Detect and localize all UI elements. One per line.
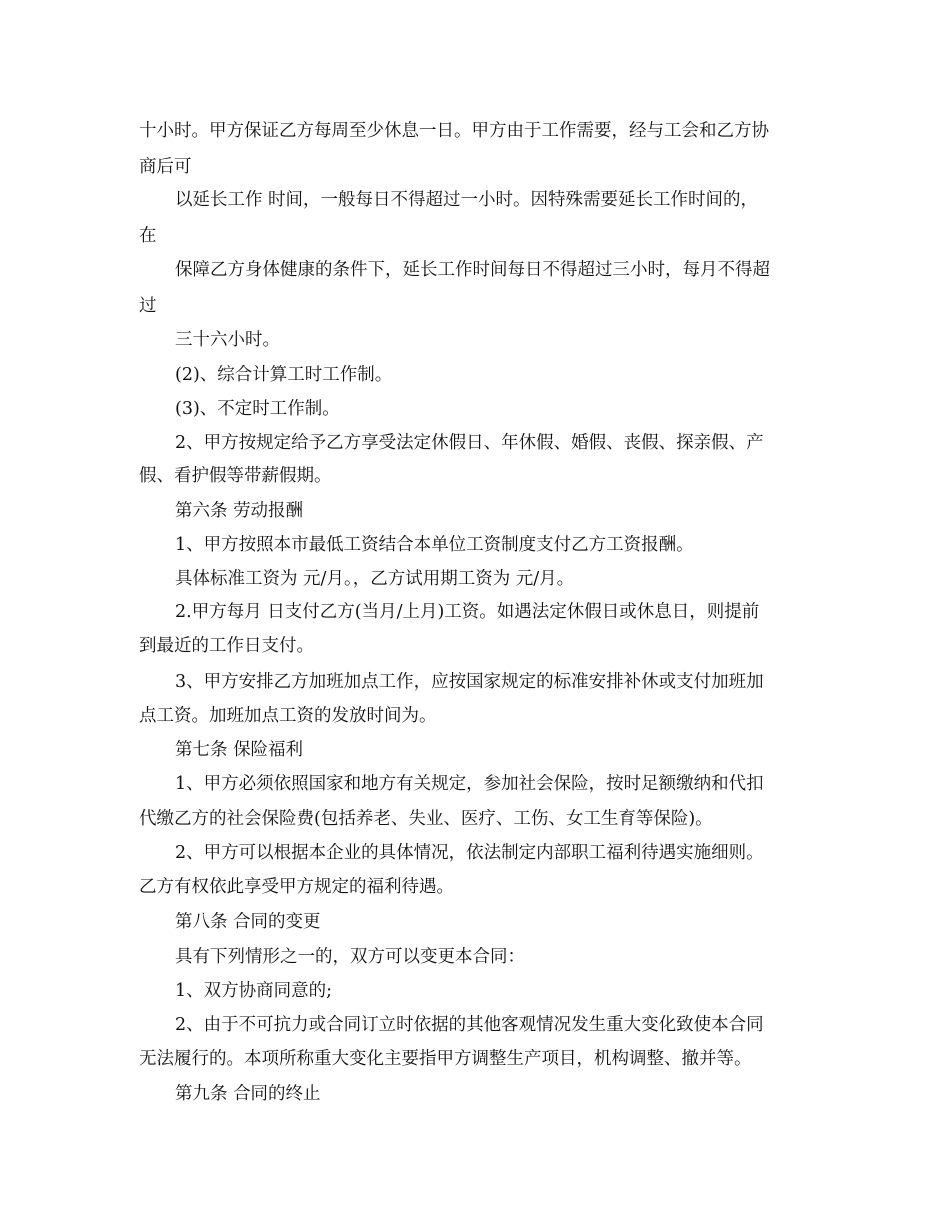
text-line: 过 <box>139 296 157 316</box>
text-line: 1、双方协商同意的; <box>175 981 333 1001</box>
text-line: 2、由于不可抗力或合同订立时依据的其他客观情况发生重大变化致使本合同 <box>175 1015 764 1035</box>
section-heading: 第六条 劳动报酬 <box>175 501 304 521</box>
text-line: 2、甲方按规定给予乙方享受法定休假日、年休假、婚假、丧假、探亲假、产 <box>175 433 764 453</box>
text-line: 无法履行的。本项所称重大变化主要指甲方调整生产项目，机构调整、撤并等。 <box>139 1049 752 1069</box>
text-line: 1、甲方按照本市最低工资结合本单位工资制度支付乙方工资报酬。 <box>175 535 694 555</box>
text-line: 2.甲方每月 日支付乙方(当月/上月)工资。如遇法定休假日或休息日，则提前 <box>175 602 760 622</box>
text-line: 在 <box>139 226 157 246</box>
text-line: 商后可 <box>139 157 192 177</box>
text-line: 十小时。甲方保证乙方每周至少休息一日。甲方由于工作需要，经与工会和乙方协 <box>139 121 769 141</box>
section-heading: 第九条 合同的终止 <box>175 1084 321 1104</box>
text-line: 保障乙方身体健康的条件下，延长工作时间每日不得超过三小时，每月不得超 <box>175 260 770 280</box>
text-line: 以延长工作 时间，一般每日不得超过一小时。因特殊需要延长工作时间的， <box>175 190 759 210</box>
text-line: 具体标准工资为 元/月。，乙方试用期工资为 元/月。 <box>175 569 575 589</box>
text-line: 三十六小时。 <box>175 330 280 350</box>
section-heading: 第七条 保险福利 <box>175 740 304 760</box>
text-line: 3、甲方安排乙方加班加点工作，应按国家规定的标准安排补休或支付加班加 <box>175 672 764 692</box>
text-line: 假、看护假等带薪假期。 <box>139 466 332 486</box>
text-line: 代缴乙方的社会保险费(包括养老、失业、医疗、工伤、女工生育等保险)。 <box>139 809 713 829</box>
section-heading: 第八条 合同的变更 <box>175 912 321 932</box>
text-line: 2、甲方可以根据本企业的具体情况，依法制定内部职工福利待遇实施细则。 <box>175 843 764 863</box>
text-line: 点工资。加班加点工资的发放时间为。 <box>139 706 437 726</box>
text-line: (2)、综合计算工时工作制。 <box>175 365 393 385</box>
text-line: 到最近的工作日支付。 <box>139 636 314 656</box>
text-line: 具有下列情形之一的，双方可以变更本合同： <box>175 947 525 967</box>
text-line: 乙方有权依此享受甲方规定的福利待遇。 <box>139 877 454 897</box>
text-line: (3)、不定时工作制。 <box>175 399 340 419</box>
text-line: 1、甲方必须依照国家和地方有关规定，参加社会保险，按时足额缴纳和代扣 <box>175 774 764 794</box>
